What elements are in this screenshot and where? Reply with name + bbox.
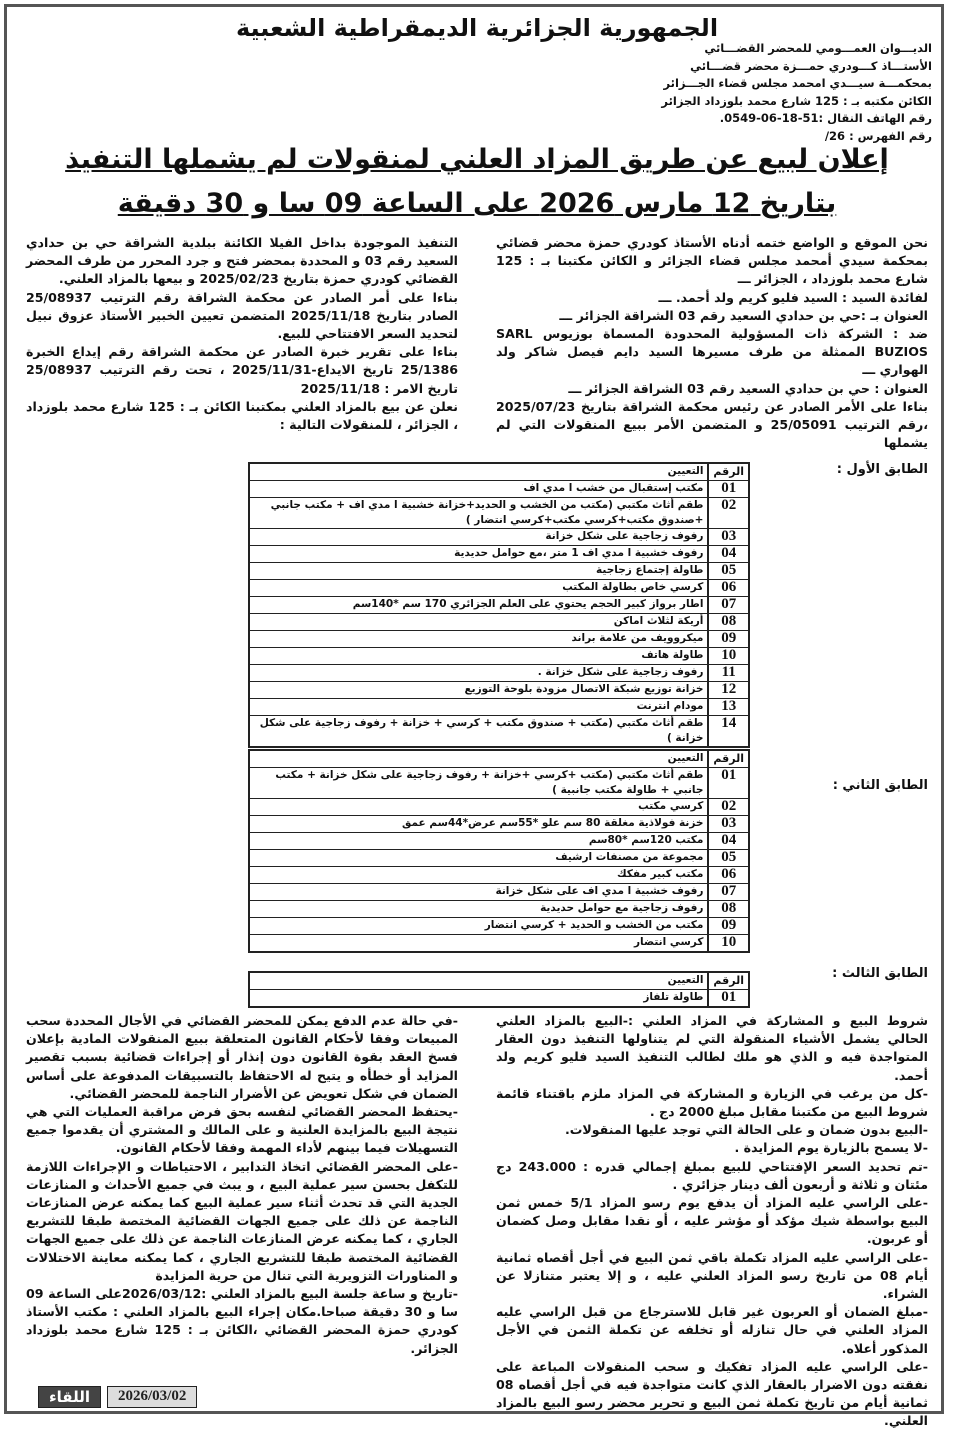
paragraph: -في حالة عدم الدفع يمكن للمحضر القضائي في الأجال المحددة سحب المبيعات وفقا لأحكام القانون المتعلقة ببيع المنقولات المادية بإعلان فسخ العقد بقوة القانون دون إنذار أو إجراءات قضائية بسبب تقصير المزايد أو خطأه و يتيح له الاحتفاظ بالتسبيقات المدفوعة على أساس الضمان في شكل تعويض عن الأضرار الناجمة للمحضر القضائي. — [26, 1013, 458, 1101]
table-row — [249, 665, 749, 682]
item-description: رفوف خشبية ا مدي اف على شكل خزانة — [249, 884, 708, 901]
table-row — [249, 597, 749, 614]
item-description: رفوف خشبية ا مدي اف 1 متر ،مع حوامل حديدية — [249, 546, 708, 563]
office-line: الديـــوان العمـــومي للمحضر القضـــائي — [704, 41, 932, 55]
paragraph: -مبلغ الضمان أو العربون غير قابل للاسترجاع من قبل الراسي عليه المزاد العلني في حال تنازله أو تخلفه عن تكملة الثمن في الأجل المذكور أعلاه. — [496, 1304, 928, 1356]
column-header-num: الرقم — [708, 750, 749, 768]
office-line: رقم الفهرس : 26/ — [824, 128, 932, 143]
item-number: 09 — [708, 631, 749, 648]
paragraph: العنوان : حي بن حدادي السعيد رقم 03 الشراقة الجزائر ـــ — [568, 380, 928, 396]
item-number: 05 — [708, 563, 749, 580]
column-header-num: الرقم — [708, 463, 749, 481]
floor-label: الطابق الأول : — [836, 462, 928, 477]
item-description: طاولة تلفاز — [249, 990, 708, 1008]
item-description: مكتب كبير مفكك — [249, 867, 708, 884]
item-number: 01 — [708, 481, 749, 498]
item-description: مجموعة من مصنفات ارشيف — [249, 850, 708, 867]
item-description: اطار برواز كبير الحجم يحتوي على العلم الجزائري 170 سم *140سم — [249, 597, 708, 614]
conditions-left-column — [26, 1012, 458, 1358]
paragraph: التنفيذ الموجودة بداخل الفيلا الكائنة ببلدية الشراقة حي بن حدادي السعيد رقم 03 و المحددة بمحضر فتح و جرد المحرر من طرف المحضر القضائي كودري حمزة بتاريخ 2025/02/23 و بيعها بالمزاد العلني. — [26, 235, 459, 287]
paragraph: -على الراسي عليه المزاد أن يدفع يوم رسو المزاد 5/1 خمس ثمن البيع بواسطة شيك مؤكد أو مؤشر عليه ، أو نقدا مقابل وصل كضمان أو عربون. — [496, 1195, 928, 1247]
item-number: 06 — [708, 580, 749, 597]
table-row — [249, 648, 749, 665]
notice-date-heading: بتاريخ 12 مارس 2026 على الساعة 09 سا و 30 دقيقة — [117, 188, 837, 219]
table-row — [249, 918, 749, 935]
table-row — [249, 580, 749, 597]
item-number: 06 — [708, 867, 749, 884]
table-row — [249, 935, 749, 953]
item-description: كرسي خاص بطاولة المكتب — [249, 580, 708, 597]
intro-right-column — [496, 234, 928, 452]
paragraph: -يحتفظ المحضر القضائي لنفسه بحق فرض مراقبة العمليات التي هي نتيجة البيع بالمزايدة العلنية و على المالك و المشتري أن يقدموا جميع التسهيلات فيما بينهم لأداء المهمة وفقا لأحكام القانون. — [26, 1104, 458, 1156]
item-description: مكتب إستقبال من خشب ا مدي اف — [249, 481, 708, 498]
paragraph: -على الراسي عليه المزاد تفكيك و سحب المنقولات المباعة على نفقته دون الاضرار بالعقار الذي كانت متواجدة فيه في أجل أقصاه 08 ثمانية أيام من تاريخ تكملة ثمن البيع و تحرير محضر رسو البيع بالمزاد العلني. — [496, 1358, 928, 1429]
table-row — [249, 699, 749, 716]
floor-label: الطابق الثالث : — [832, 966, 928, 981]
office-line: الأستـــاذ كـــودري حمـــزة محضر قضـــائي — [690, 58, 932, 73]
floor-label: الطابق الثاني : — [832, 778, 928, 793]
table-row — [249, 682, 749, 699]
paragraph: نعلن عن بيع بالمزاد العلني بمكتبنا الكائن بـ : 125 شارع محمد بلوزداد ، الجزائر ، للمنقولات التالية : — [26, 398, 458, 433]
paragraph: -كل من يرغب في الزيارة و المشاركة في المزاد ملزم باقتناء قائمة شروط البيع من مكتبنا مقابل مبلغ 2000 دج . — [496, 1085, 928, 1120]
table-row — [249, 768, 749, 799]
item-description: طقم أثاث مكتبي (مكتب +كرسي +خزانة + رفوف زجاجية على شكل خزانة + مكتب جانبي + طاولة مكتب جانبية ) — [249, 768, 708, 799]
item-description: طاولة إجتماع زجاجية — [249, 563, 708, 580]
item-description: كرسي انتضار — [249, 935, 708, 953]
item-number: 03 — [708, 816, 749, 833]
table-row — [249, 990, 749, 1008]
item-number: 01 — [708, 768, 749, 799]
paragraph: شروط البيع و المشاركة في المزاد العلني :-البيع بالمزاد العلني الحالي يشمل الأشياء المنقولة التي لم يتناولها التنفيذ دون العقار المتواجدة فيه و الذي هو ملك لطالب التنفيذ السيد فليو كريم ولد أحمد. — [496, 1013, 928, 1083]
table-row — [249, 850, 749, 867]
floor-2-table — [248, 749, 750, 953]
column-header-desc: التعيين — [249, 750, 708, 768]
paragraph: -لا يسمح بالزيارة يوم المزايدة . — [734, 1140, 928, 1156]
newspaper-name: اللقاء — [38, 1386, 101, 1408]
table-row — [249, 799, 749, 816]
paragraph: العنوان بـ :حي بن حدادي السعيد رقم 03 الشراقة الجزائر ـــ — [559, 307, 928, 323]
table-row — [249, 529, 749, 546]
item-number: 03 — [708, 529, 749, 546]
item-number: 04 — [708, 833, 749, 850]
paragraph: -تاريخ و ساعة جلسة البيع بالمزاد العلني :2026/03/12على الساعة 09 سا و 30 دقيقة صباحا.مكان إجراء البيع بالمزاد العلني : مكتب الأستاذ كودري حمزة المحضر القضائي ،الكائن بـ : 125 شارع محمد بلوزداد الجزائر. — [26, 1286, 459, 1356]
table-row — [249, 867, 749, 884]
item-description: مودام انترنت — [249, 699, 708, 716]
table-row — [249, 546, 749, 563]
item-description: طاولة هاتف — [249, 648, 708, 665]
paragraph: -على الراسي عليه المزاد تكملة باقي ثمن البيع في أجل أقصاه ثمانية أيام 08 من تاريخ رسو المزاد العلني عليه ، و إلا يعتبر متنازلا عن الشراء. — [496, 1249, 928, 1302]
item-number: 10 — [708, 935, 749, 953]
item-number: 02 — [708, 498, 749, 529]
floor-1-table — [248, 462, 750, 748]
paragraph: -البيع بدون ضمان و على الحالة التي توجد عليها المنقولات. — [564, 1122, 928, 1138]
item-description: طقم أثاث مكتبي (مكتب + صندوق مكتب + كرسي + خزانة + رفوف زجاجية على شكل خزانة ) — [249, 716, 708, 748]
paragraph: ضد : الشركة ذات المسؤولية المحدودة المسماة بوزيوس SARL BUZIOS الممثلة من طرف مسيرها السيد دايم فيصل شاكر ولد الهواري ـــ — [496, 326, 928, 378]
table-row — [249, 884, 749, 901]
publication-date: 2026/03/02 — [107, 1386, 197, 1408]
item-number: 04 — [708, 546, 749, 563]
column-header-desc: التعيين — [249, 972, 708, 990]
floor-3-table — [248, 971, 750, 1008]
office-line: الكائن مكتبه بـ : 125 شارع محمد بلوزداد الجزائر — [661, 93, 932, 108]
table-row — [249, 716, 749, 748]
item-number: 10 — [708, 648, 749, 665]
column-header-desc: التعيين — [249, 463, 708, 481]
paragraph: بناءا على أمر الصادر عن محكمة الشراقة رقم الترتيب 25/08937 الصادر بتاريخ 2025/11/18 المتضمن تعيين الخبير الأستاذ عزوق نبيل لتحديد السعر الافتتاحي للبيع. — [26, 289, 459, 342]
item-number: 11 — [708, 665, 749, 682]
item-description: رفوف زجاجية على شكل خزانة . — [249, 665, 708, 682]
paragraph: -على المحضر القضائي اتخاذ التدابير ، الاحتياطات و الإجراءات اللازمة للتكفل بحسن سير عملية البيع ، و يبث في جميع الأحداث و المنازعات الجدية التي قد تحدث أثناء سير عملية البيع كما يمكنه عرض المنازعات الناجمة عن ذلك على جميع الجهات القضائية المختصة طبقا للتشريع الجاري ، كما يمكنه عرض المنازعات الناجمة عن ذلك على جميع الجهات القضائية المختصة طبقا للتشريع الجاري ، كما يمكنه معاينة الاختلالات و المناورات التزويرية التي تنال من حرية المزايدة — [26, 1158, 458, 1283]
item-number: 07 — [708, 884, 749, 901]
item-number: 13 — [708, 699, 749, 716]
column-header-num: الرقم — [708, 972, 749, 990]
table-header-row — [249, 463, 749, 481]
table-header-row — [249, 972, 749, 990]
item-description: رفوف زجاجية على شكل خزانة — [249, 529, 708, 546]
table-row — [249, 631, 749, 648]
item-description: كرسي مكتب — [249, 799, 708, 816]
item-description: ميكروويف من علامة براند — [249, 631, 708, 648]
item-description: مكتب من الخشب و الحديد + كرسي انتضار — [249, 918, 708, 935]
item-number: 08 — [708, 901, 749, 918]
item-number: 12 — [708, 682, 749, 699]
office-line: رقم الهاتف النقال :51-18-06-0549. — [719, 111, 932, 125]
table-row — [249, 901, 749, 918]
notice-heading: إعلان لبيع عن طريق المزاد العلني لمنقولات لم يشملها التنفيذ — [65, 144, 889, 175]
paragraph: -تم تحديد السعر الإفتتاحي للبيع بمبلغ إجمالي قدره : 243.000 دج مئتان و ثلاثة و أربعون ألف دينار جزائري . — [496, 1158, 928, 1192]
item-description: رفوف زجاجية مع حوامل حديدية — [249, 901, 708, 918]
table-row — [249, 481, 749, 498]
item-number: 02 — [708, 799, 749, 816]
item-number: 09 — [708, 918, 749, 935]
paragraph: بناءا على تقرير خبرة الصادر عن محكمة الشراقة رقم إيداع الخبرة 25/1386 تاريخ الايداع-2025/11/31 ، تحت رقم الترتيب 25/08937 تاريخ الامر : 2025/11/18 — [26, 344, 458, 396]
item-description: خزنة فولاذية مغلقة 80 سم علو *55سم عرض*44سم عمق — [249, 816, 708, 833]
table-row — [249, 563, 749, 580]
paragraph: نحن الموقع و الواضع ختمه أدناه الأستاذ كودري حمزة محضر قضائي بمحكمة سيدي أمحمد مجلس قضاء الجزائر و الكائن مكتبنا بـ : 125 شارع محمد بلوزداد ، الجزائر ـــ — [496, 235, 928, 287]
table-row — [249, 498, 749, 529]
office-line: بمحكمـــة سيـــدي امحمد مجلس قضاء الجـــزائر — [663, 76, 932, 90]
item-number: 14 — [708, 716, 749, 748]
item-description: أريكة لثلاث اماكن — [249, 614, 708, 631]
table-row — [249, 833, 749, 850]
item-description: طقم أثاث مكتبي (مكتب من الخشب و الحديد+خزانة خشبية ا مدي اف + مكتب جانبي +صندوق مكتب+كرسي مكتب+كرسي انتضار ) — [249, 498, 708, 529]
paragraph: لفائدة السيد : السيد فليو كريم ولد أحمد. ـــ — [658, 289, 928, 305]
item-description: خزانة توزيع شبكة الاتصال مزودة بلوحة التوزيع — [249, 682, 708, 699]
conditions-right-column — [496, 1012, 928, 1431]
item-description: مكتب 120سم *80سم — [249, 833, 708, 850]
footer — [38, 1386, 197, 1408]
item-number: 08 — [708, 614, 749, 631]
table-header-row — [249, 750, 749, 768]
intro-left-column — [26, 234, 458, 434]
item-number: 05 — [708, 850, 749, 867]
office-info — [472, 40, 932, 145]
page-title: الجمهورية الجزائرية الديمقراطية الشعبية — [235, 14, 719, 42]
item-number: 01 — [708, 990, 749, 1008]
item-number: 07 — [708, 597, 749, 614]
table-row — [249, 614, 749, 631]
table-row — [249, 816, 749, 833]
paragraph: بناءا على الأمر الصادر عن رئيس محكمة الشراقة بتاريخ 2025/07/23 ،رقم الترتيب 25/05091 و المتضمن الأمر ببيع المنقولات التي لم يشملها — [496, 398, 928, 451]
